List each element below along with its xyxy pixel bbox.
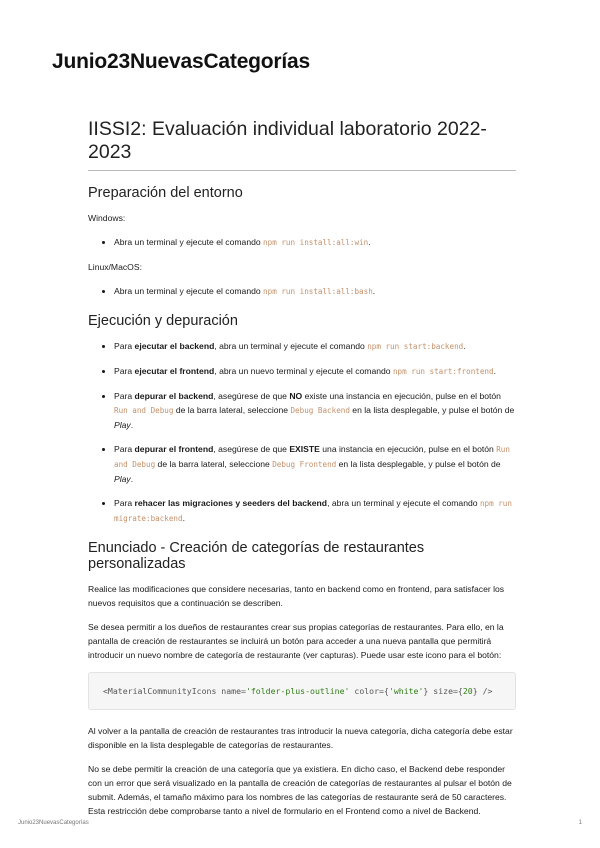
text: Abra un terminal y ejecute el comando — [114, 237, 264, 247]
text: , abra un nuevo terminal y ejecute el comando — [214, 366, 393, 376]
text: Para — [114, 366, 135, 376]
code-token: <MaterialCommunityIcons name= — [103, 686, 246, 696]
list-item — [114, 339, 516, 354]
list-item — [114, 235, 516, 250]
text: . — [130, 474, 134, 484]
linux-list — [88, 284, 516, 299]
inline-code: Debug Backend — [290, 406, 350, 415]
paragraph: Al volver a la pantalla de creación de restaurantes tras introducir la nueva categoría, dicha categoría debe estar disponible en la lista desplegable de categorías de restaurantes. — [88, 726, 513, 750]
section-title-statement: Enunciado - Creación de categorías de restaurantes personalizadas — [88, 540, 425, 572]
inline-code: npm run install:all:win — [263, 238, 369, 247]
list-item — [114, 442, 516, 486]
text: , abra un terminal y ejecute el comando — [327, 498, 480, 508]
text: de la barra lateral, seleccione — [173, 405, 291, 415]
windows-label: Windows: — [88, 213, 126, 223]
text: . — [493, 366, 496, 376]
text: . — [182, 513, 185, 523]
code-block — [88, 672, 516, 710]
list-item — [114, 364, 516, 379]
inline-code: npm run migrate:backend — [114, 499, 512, 523]
exec-list — [88, 339, 516, 526]
text: en la lista desplegable, y pulse el botón de — [336, 459, 501, 469]
section-title-prep: Preparación del entorno — [88, 185, 243, 201]
code-string: 'folder-plus-outline' — [245, 686, 350, 696]
text: , abra un terminal y ejecute el comando — [214, 341, 368, 351]
text: Para — [114, 341, 135, 351]
document-title: Junio23NuevasCategorías — [52, 50, 311, 73]
bold-text: NO — [289, 391, 303, 401]
inline-code: npm run start:backend — [367, 342, 464, 351]
inline-code: Run and Debug — [114, 406, 174, 415]
bold-text: rehacer las migraciones y seeders del backend — [134, 498, 328, 508]
bold-text: depurar el backend — [134, 391, 214, 401]
bold-text: depurar el frontend — [134, 444, 214, 454]
inline-code: npm run start:frontend — [392, 367, 494, 376]
code-number: 20 — [462, 686, 473, 696]
linux-label: Linux/MacOS: — [88, 262, 142, 272]
list-item — [114, 284, 516, 299]
text: , asegúrese de que — [213, 444, 290, 454]
text: Para — [114, 444, 135, 454]
code-token: color={ — [349, 686, 389, 696]
main-heading: IISSI2: Evaluación individual laboratorio 2022-2023 — [88, 118, 516, 171]
bold-text: ejecutar el frontend — [134, 366, 215, 376]
inline-code: Debug Frontend — [272, 460, 337, 469]
bold-text: EXISTE — [289, 444, 320, 454]
text: , asegúrese de que — [213, 391, 290, 401]
inline-code: Run and Debug — [114, 445, 510, 469]
text: . — [368, 237, 371, 247]
code-token: } size={ — [423, 686, 463, 696]
italic-text: Play — [114, 420, 131, 430]
footer-page-number: 1 — [578, 820, 582, 826]
text: . — [463, 341, 466, 351]
text: . — [130, 420, 134, 430]
text: . — [372, 286, 376, 296]
section-title-exec: Ejecución y depuración — [88, 313, 238, 329]
text: Para — [114, 498, 135, 508]
bold-text: ejecutar el backend — [134, 341, 215, 351]
text: en la lista desplegable, y pulse el botón de — [349, 405, 515, 415]
windows-list — [88, 235, 516, 250]
code-string: 'white' — [388, 686, 424, 696]
footer-doc-name: Junio23NuevasCategorías — [18, 820, 89, 826]
paragraph: No se debe permitir la creación de una categoría que ya existiera. En dicho caso, el Backend debe responder con un error que será visualizado en la pantalla de creación de categorías de restaurantes al pulsar el botón de submit. Además, el tamaño máximo para los nombres de las categorías de restaurante será de 50 caracteres. Esta restricción debe comprobarse tanto a nivel de formulario en el Frontend como a nivel de Backend. — [88, 764, 512, 816]
document-content — [88, 118, 516, 828]
list-item — [114, 389, 516, 432]
text: de la barra lateral, seleccione — [155, 459, 273, 469]
list-item — [114, 496, 516, 526]
text: una instancia en ejecución, pulse en el botón — [319, 444, 497, 454]
text: Para — [114, 391, 135, 401]
italic-text: Play — [114, 474, 131, 484]
paragraph: Realice las modificaciones que considere necesarias, tanto en backend como en frontend, para satisfacer los nuevos requisitos que a continuación se describen. — [88, 584, 505, 608]
paragraph: Se desea permitir a los dueños de restaurantes crear sus propias categorías de restaurantes. Para ello, en la pantalla de creación de restaurantes se incluirá un botón para acceder a una nueva pantalla que permitirá introducir un nuevo nombre de categoría de restaurante (ver capturas). Puede usar este icono para el botón: — [88, 622, 504, 660]
text: Abra un terminal y ejecute el comando — [114, 286, 264, 296]
code-token: } /> — [472, 686, 493, 696]
text: existe una instancia en ejecución, pulse en el botón — [302, 391, 501, 401]
inline-code: npm run install:all:bash — [263, 287, 373, 296]
